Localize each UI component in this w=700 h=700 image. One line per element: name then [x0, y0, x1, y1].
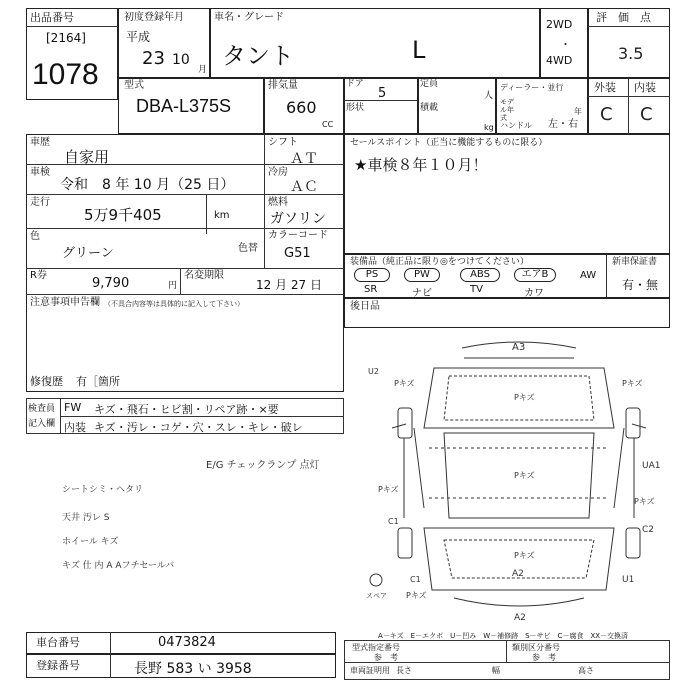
inspection-label: 車検 — [30, 167, 50, 178]
vehicle-type-label: 車歴 — [30, 137, 50, 148]
registration-label: 登録番号 — [36, 659, 80, 672]
lot-number: 1078 — [32, 58, 99, 91]
car-name: タント — [222, 42, 294, 70]
fw-row: キズ・飛石・ヒビ割・リペア跡・×要 — [94, 403, 279, 416]
doors: 5 — [378, 86, 387, 101]
details-box — [26, 134, 344, 392]
ac-label: 冷房 — [268, 167, 288, 178]
capacity-label: 定員 — [420, 79, 439, 89]
model-year-label: モデル年式 — [500, 98, 514, 122]
length-label: 長さ — [396, 666, 412, 675]
car-diagram — [344, 328, 670, 628]
notes-label: 注意事項申告欄 — [30, 297, 100, 308]
color-change-label: 色替 — [238, 243, 258, 254]
lot-label: 出品番号 — [30, 11, 74, 24]
capacity-unit: 人 — [484, 91, 494, 101]
diag-c1b: C1 — [410, 575, 421, 584]
load-label: 積載 — [420, 103, 439, 113]
new-warranty-value: 有・無 — [622, 278, 659, 292]
sales-box — [344, 134, 670, 254]
grade: L — [412, 36, 426, 64]
diag-c2: C2 — [642, 525, 655, 535]
interior-row: キズ・汚レ・コゲ・穴・スレ・キレ・破レ — [94, 421, 303, 434]
drive-2wd: 2WD — [546, 18, 573, 31]
first-reg-label: 初度登録年月 — [124, 12, 184, 23]
fuel-label: 燃料 — [268, 197, 288, 208]
recycle-unit: 円 — [168, 281, 178, 291]
sales-label: セールスポイント（正当に機能するものに限る） — [350, 138, 548, 148]
reg-month: 10 — [172, 52, 190, 68]
equip-navi: ナビ — [412, 288, 432, 299]
month-unit: 月 — [198, 65, 208, 75]
sales-point: ★車検８年１０月！ — [354, 156, 488, 174]
dealer-label: ディーラー・並行 — [500, 83, 564, 92]
shape-label: 形状 — [346, 103, 365, 113]
equip-pw: PW — [404, 268, 440, 282]
repair-value: 有［箇所 — [76, 375, 120, 388]
exterior-label: 外装 — [594, 81, 616, 94]
km-unit: km — [214, 210, 230, 221]
inspection: 令和 8 年 10 月（25 日） — [60, 177, 235, 193]
diag-p7: Pキズ — [514, 551, 535, 560]
height-label: 高さ — [578, 666, 594, 675]
drive-4wd: 4WD — [546, 54, 573, 67]
handle-label: ハンドル — [500, 121, 532, 130]
rear-label: 後日品 — [350, 301, 380, 312]
handwritten-inspector-note: E/G チェックランプ 点灯 — [206, 460, 320, 471]
equip-leather: カワ — [524, 288, 544, 299]
entry-label: 記入欄 — [28, 419, 56, 429]
diag-a2b: A2 — [514, 613, 526, 623]
displacement: 660 — [286, 98, 317, 117]
diag-a2a: A2 — [512, 569, 524, 579]
diag-u1: U1 — [622, 575, 635, 585]
equipment-label: 装備品（純正品に限り◎をつけてください） — [350, 257, 529, 267]
diag-p6: Pキズ — [634, 497, 655, 506]
designation-label: 型式指定番号 — [352, 643, 400, 652]
lot-code: [2164] — [46, 31, 86, 45]
handwritten-note-3: ホイール キズ — [62, 537, 119, 547]
equip-abs: ABS — [460, 268, 500, 282]
diag-c1a: C1 — [388, 517, 399, 526]
diagram-legend: A－キズ E－エクボ U－凹み W－補修跡 S－サビ C－腐食 XX－交換済 — [378, 632, 629, 640]
designation-ref: 参 考 — [374, 653, 398, 662]
registration: 長野 583 い 3958 — [134, 661, 252, 677]
model-label: 型式 — [124, 80, 144, 91]
car-name-label: 車名・グレード — [214, 12, 284, 23]
color-label: 色 — [30, 231, 40, 242]
diag-spare: スペア — [366, 592, 387, 600]
inspector-label: 検査員 — [28, 404, 56, 414]
shift: ＡＴ — [290, 151, 318, 167]
interior-label: 内装 — [634, 81, 656, 94]
color-code-label: カラーコード — [268, 230, 328, 241]
handwritten-note-4: キズ 仕 内 A Aフチセールバ — [62, 561, 175, 571]
shift-label: シフト — [268, 137, 298, 148]
color-code: G51 — [284, 246, 311, 261]
equip-sr: SR — [364, 284, 378, 295]
color: グリーン — [62, 246, 114, 261]
score-label: 評 価 点 — [596, 11, 651, 24]
new-warranty-label: 新車保証書 — [612, 257, 658, 267]
equip-ps: PS — [354, 268, 390, 282]
fw-head: FW — [64, 401, 82, 414]
category-ref: 参 考 — [532, 653, 556, 662]
diag-p2: Pキズ — [514, 393, 535, 402]
chassis-label: 車台番号 — [36, 636, 80, 649]
name-change-label: 名変期限 — [184, 270, 224, 281]
drive-dot: ・ — [560, 38, 571, 51]
door-label: ドア — [346, 79, 364, 89]
recycle-label: R券 — [30, 270, 47, 281]
diag-p4: Pキズ — [378, 485, 399, 494]
notes-sub: （不具合内容等は具体的に記入して下さい） — [104, 300, 244, 308]
fuel: ガソリン — [270, 211, 326, 227]
rear-box — [344, 298, 670, 328]
handle-value: 左・右 — [548, 119, 578, 130]
interior-head: 内装 — [64, 421, 86, 434]
equip-airbag: エアB — [514, 268, 556, 282]
handwritten-note-1: シートシミ・ヘタリ — [62, 485, 144, 495]
chassis: 0473824 — [158, 635, 216, 650]
name-change-value: 12 月 27 日 — [256, 278, 322, 292]
repair-label: 修復歴 — [30, 375, 63, 388]
diag-ua1: UA1 — [642, 461, 661, 471]
diag-p5: Pキズ — [514, 471, 535, 480]
load-unit: kg — [484, 123, 494, 132]
ac: ＡＣ — [290, 179, 318, 195]
diag-p3: Pキズ — [622, 379, 643, 388]
equip-aw: AW — [580, 270, 597, 281]
mileage-label: 走行 — [30, 197, 50, 208]
width-label: 幅 — [492, 666, 500, 675]
score: 3.5 — [618, 44, 644, 63]
diag-p8: Pキズ — [406, 591, 427, 600]
interior-grade: C — [640, 104, 653, 125]
mileage: 5万9千405 — [84, 206, 162, 224]
diag-u2: U2 — [368, 367, 379, 376]
exterior-grade: C — [600, 104, 613, 125]
handwritten-note-2: 天井 汚レ S — [62, 513, 110, 523]
diag-p1: Pキズ — [394, 379, 415, 388]
diag-a3: A3 — [512, 342, 526, 353]
recycle-value: 9,790 — [92, 276, 130, 291]
displacement-label: 排気量 — [268, 80, 298, 91]
year-unit: 年 — [574, 107, 582, 116]
model: DBA-L375S — [136, 96, 232, 116]
equip-tv: TV — [470, 284, 483, 295]
record-label: 車両証明用 — [350, 666, 390, 675]
category-label: 類別区分番号 — [512, 643, 560, 652]
era: 平成 — [126, 30, 151, 44]
reg-year: 23 — [142, 48, 165, 69]
cc-unit: CC — [322, 120, 334, 129]
vehicle-type: 自家用 — [64, 148, 110, 166]
